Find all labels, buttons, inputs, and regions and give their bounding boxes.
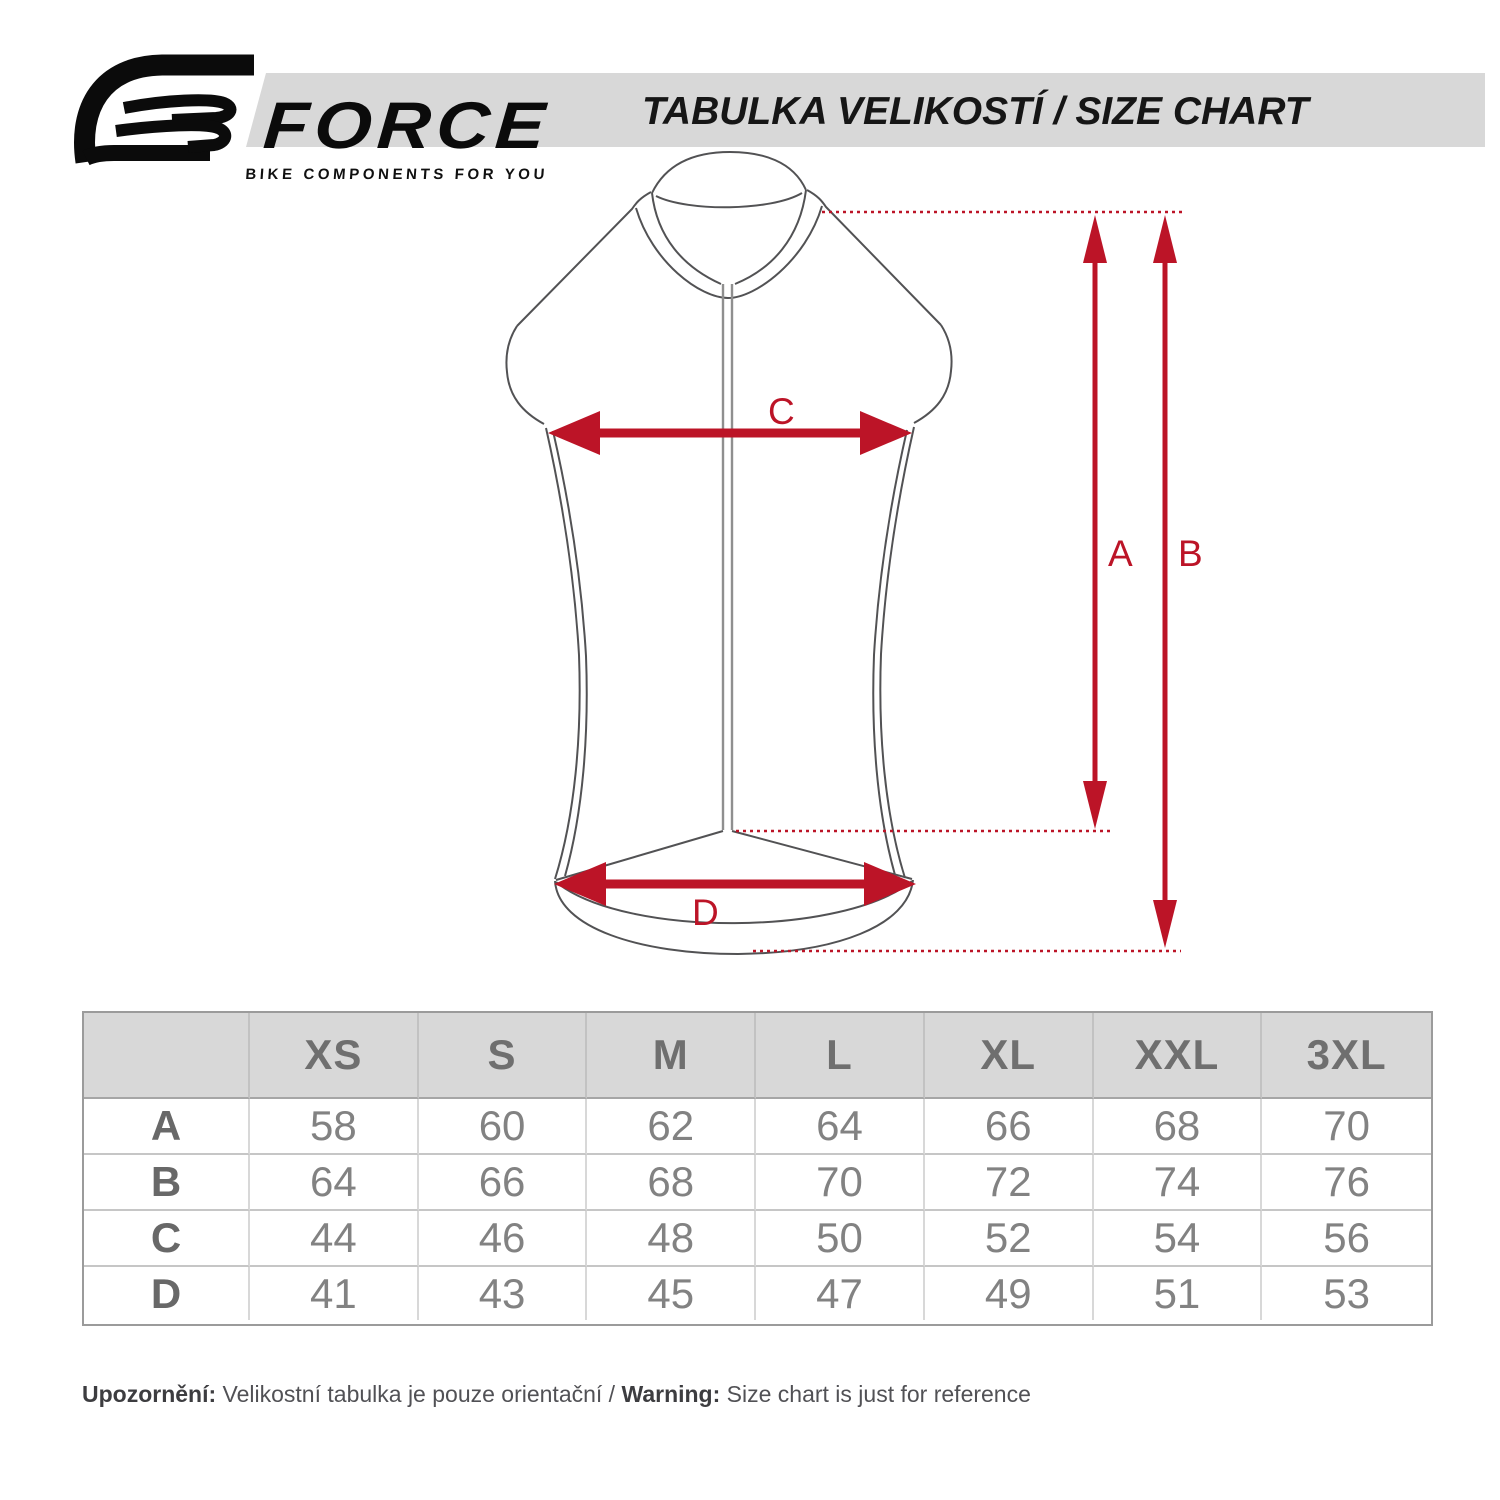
row-label-a: A: [84, 1099, 250, 1155]
value-c-xl: 52: [925, 1211, 1094, 1267]
value-c-m: 48: [587, 1211, 756, 1267]
col-header-3xl: 3XL: [1262, 1013, 1431, 1099]
value-a-l: 64: [756, 1099, 925, 1155]
footnote-en-label: Warning:: [621, 1381, 721, 1407]
value-d-m: 45: [587, 1267, 756, 1320]
value-a-s: 60: [419, 1099, 588, 1155]
value-a-m: 62: [587, 1099, 756, 1155]
col-header-m: M: [587, 1013, 756, 1099]
value-b-m: 68: [587, 1155, 756, 1211]
measure-label-d: D: [692, 892, 719, 933]
value-c-3xl: 56: [1262, 1211, 1431, 1267]
value-a-3xl: 70: [1262, 1099, 1431, 1155]
col-header-l: L: [756, 1013, 925, 1099]
footnote-cs-label: Upozornění:: [82, 1381, 217, 1407]
brand-tagline: BIKE COMPONENTS FOR YOU: [244, 166, 549, 183]
value-b-xl: 72: [925, 1155, 1094, 1211]
value-c-s: 46: [419, 1211, 588, 1267]
size-table: [82, 1011, 1433, 1326]
value-a-xs: 58: [250, 1099, 419, 1155]
page-title: TABULKA VELIKOSTÍ / SIZE CHART: [642, 90, 1309, 133]
table-corner-cell: [84, 1013, 250, 1099]
value-b-3xl: 76: [1262, 1155, 1431, 1211]
value-d-s: 43: [419, 1267, 588, 1320]
value-a-xxl: 68: [1094, 1099, 1263, 1155]
value-b-xxl: 74: [1094, 1155, 1263, 1211]
row-label-b: B: [84, 1155, 250, 1211]
measure-label-a: A: [1108, 533, 1133, 574]
measurement-arrows: [548, 212, 1186, 951]
value-d-l: 47: [756, 1267, 925, 1320]
col-header-xl: XL: [925, 1013, 1094, 1099]
value-c-l: 50: [756, 1211, 925, 1267]
measure-label-b: B: [1178, 533, 1203, 574]
value-d-xl: 49: [925, 1267, 1094, 1320]
row-label-d: D: [84, 1267, 250, 1320]
value-b-s: 66: [419, 1155, 588, 1211]
value-a-xl: 66: [925, 1099, 1094, 1155]
value-d-3xl: 53: [1262, 1267, 1431, 1320]
col-header-xs: XS: [250, 1013, 419, 1099]
footnote: [82, 1381, 1031, 1408]
value-b-l: 70: [756, 1155, 925, 1211]
value-c-xxl: 54: [1094, 1211, 1263, 1267]
footnote-en-text: Size chart is just for reference: [720, 1381, 1031, 1407]
value-d-xs: 41: [250, 1267, 419, 1320]
vest-outline: [506, 152, 951, 954]
footnote-cs-text: Velikostní tabulka je pouze orientační /: [216, 1381, 622, 1407]
value-c-xs: 44: [250, 1211, 419, 1267]
row-label-c: C: [84, 1211, 250, 1267]
value-b-xs: 64: [250, 1155, 419, 1211]
brand-wordmark: FORCE: [261, 88, 553, 162]
value-d-xxl: 51: [1094, 1267, 1263, 1320]
col-header-s: S: [419, 1013, 588, 1099]
col-header-xxl: XXL: [1094, 1013, 1263, 1099]
measure-label-c: C: [768, 391, 795, 432]
